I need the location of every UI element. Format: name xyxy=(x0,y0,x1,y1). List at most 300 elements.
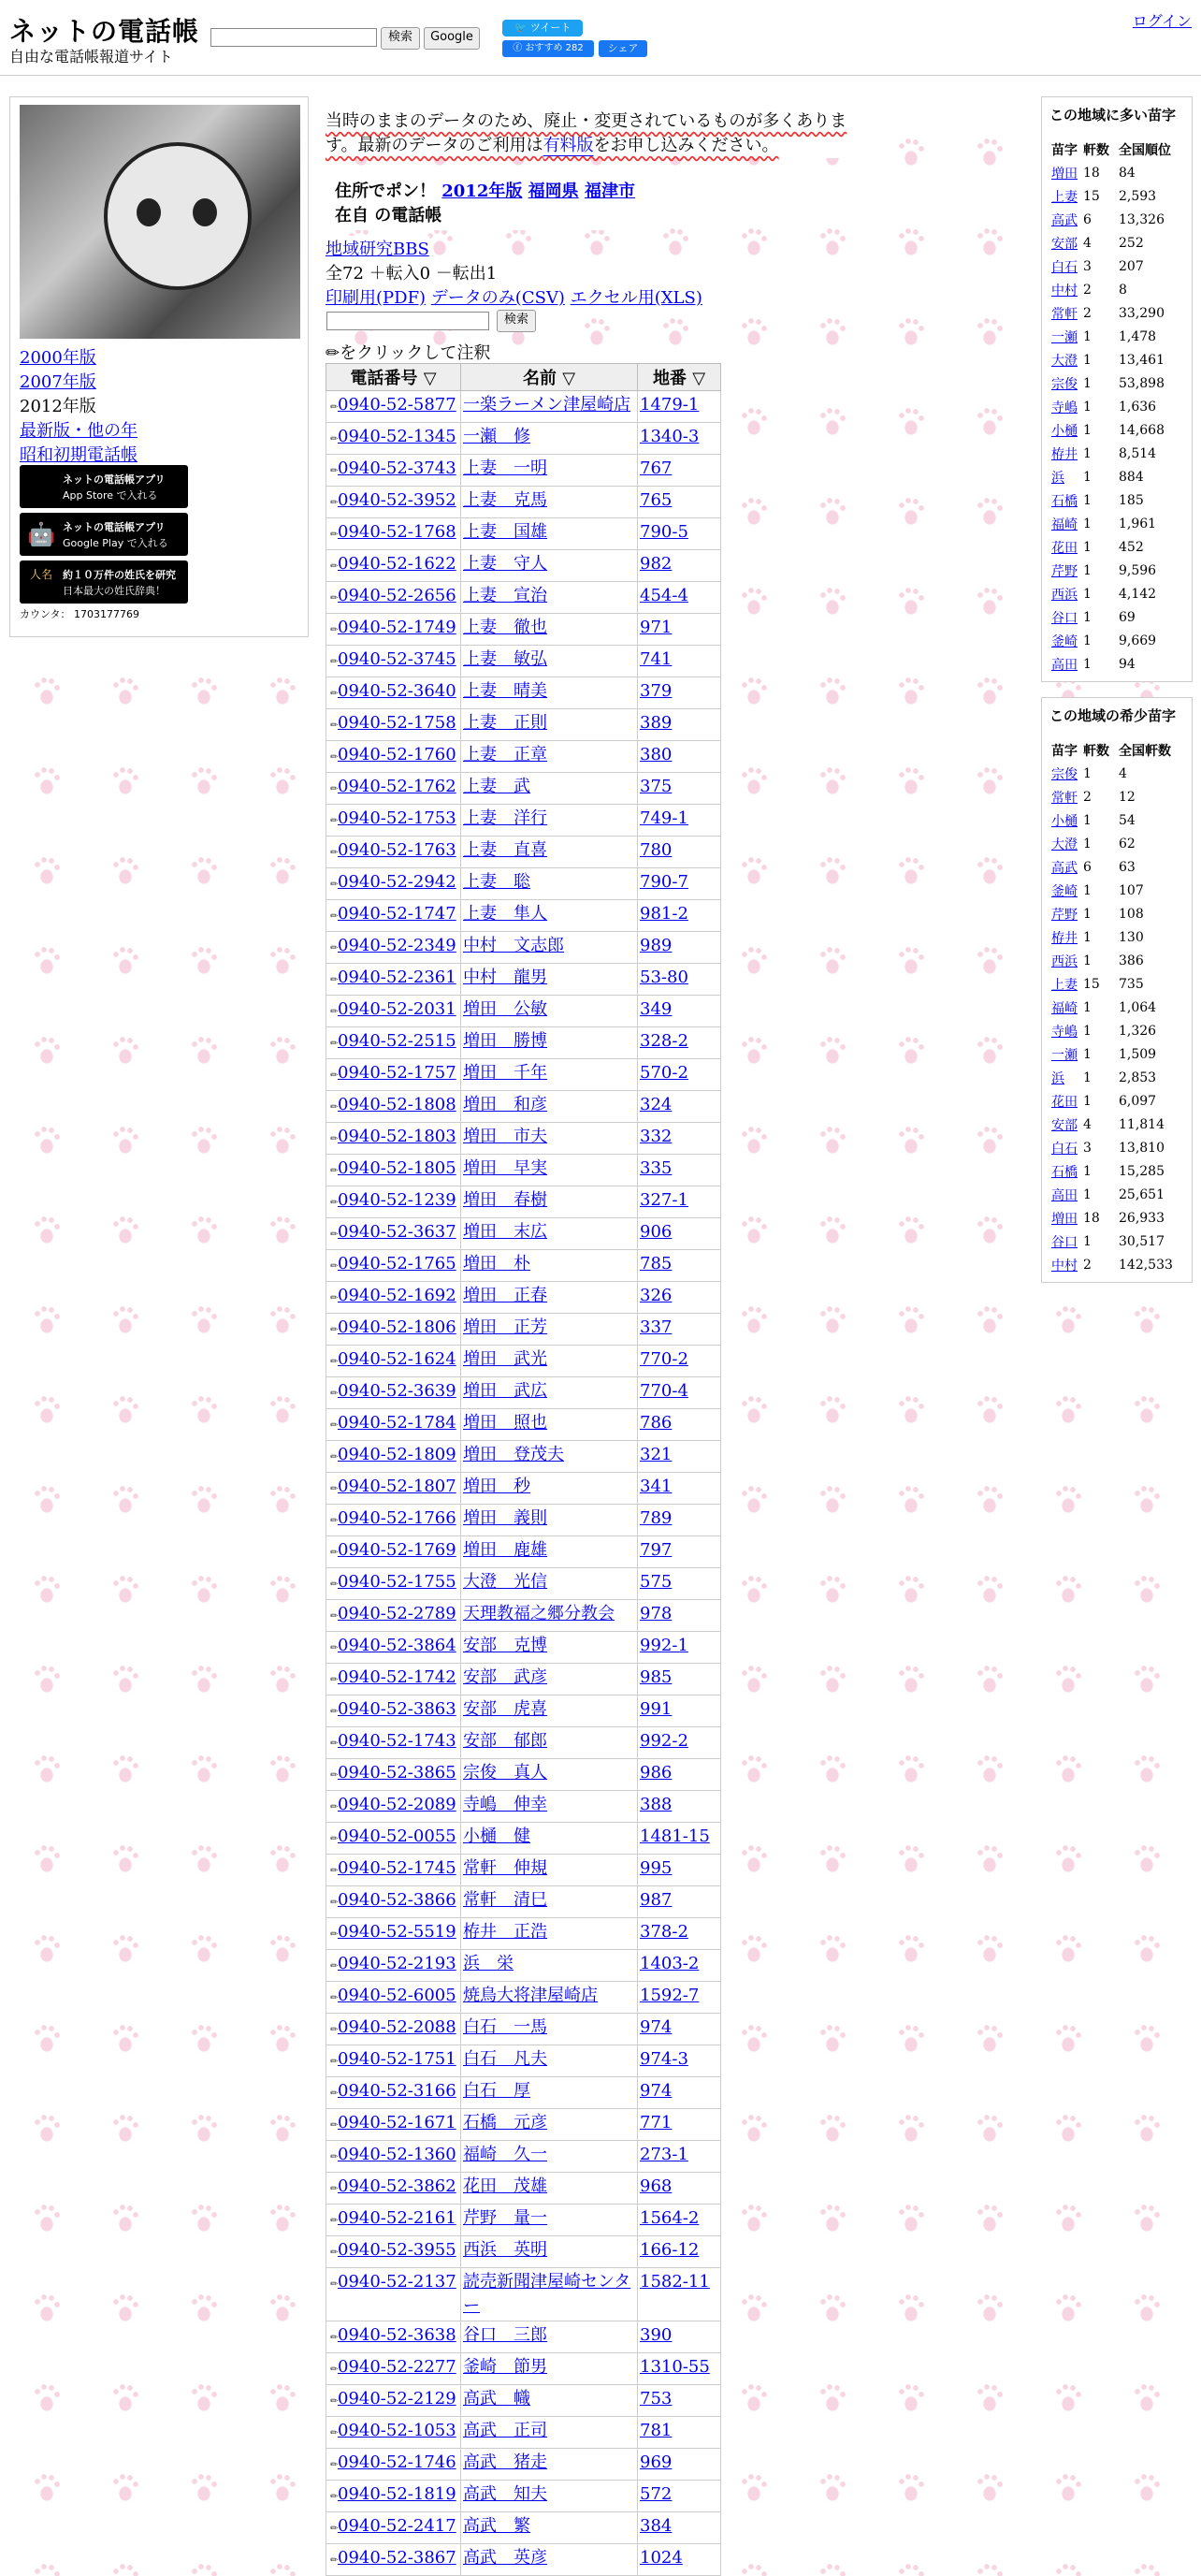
pencil-icon[interactable]: ✏ xyxy=(330,657,339,667)
phone-link[interactable]: 0940-52-2277 xyxy=(338,2357,456,2377)
rare-surname-surname-link[interactable]: 西浜 xyxy=(1051,953,1078,969)
name-link[interactable]: 高武 猪走 xyxy=(463,2452,547,2472)
name-link[interactable]: 常軒 清巳 xyxy=(463,1890,547,1910)
lot-link[interactable]: 906 xyxy=(640,1222,673,1242)
lot-link[interactable]: 332 xyxy=(640,1127,673,1146)
pencil-icon[interactable]: ✏ xyxy=(330,2152,339,2162)
name-link[interactable]: 浜 栄 xyxy=(463,1954,514,1973)
phone-link[interactable]: 0940-52-1239 xyxy=(338,1190,456,1210)
common-surname-surname-link[interactable]: 小樋 xyxy=(1051,423,1078,439)
rare-surname-surname-link[interactable]: 安部 xyxy=(1051,1117,1078,1133)
phone-link[interactable]: 0940-52-1622 xyxy=(338,554,456,574)
pencil-icon[interactable]: ✏ xyxy=(330,2057,339,2067)
pencil-icon[interactable]: ✏ xyxy=(330,1325,339,1335)
phone-link[interactable]: 0940-52-0055 xyxy=(338,1826,456,1846)
pencil-icon[interactable]: ✏ xyxy=(330,943,339,953)
name-link[interactable]: 安部 克博 xyxy=(463,1636,547,1655)
name-link[interactable]: 安部 武彦 xyxy=(463,1667,547,1687)
common-surname-surname-link[interactable]: 一瀬 xyxy=(1051,329,1078,345)
fb-share-button[interactable]: シェア xyxy=(599,40,647,57)
name-link[interactable]: 増田 武光 xyxy=(463,1349,547,1369)
pencil-icon[interactable]: ✏ xyxy=(330,1961,339,1972)
name-link[interactable]: 上妻 洋行 xyxy=(463,808,547,828)
lot-link[interactable]: 974 xyxy=(640,2017,673,2037)
lot-link[interactable]: 797 xyxy=(640,1540,673,1560)
name-link[interactable]: 上妻 宣治 xyxy=(463,586,547,605)
pencil-icon[interactable]: ✏ xyxy=(330,1675,339,1685)
phone-link[interactable]: 0940-52-1803 xyxy=(338,1127,456,1146)
name-link[interactable]: 増田 勝博 xyxy=(463,1031,547,1051)
surname-dictionary-badge[interactable] xyxy=(20,560,188,604)
tweet-button[interactable] xyxy=(502,20,583,36)
phone-link[interactable]: 0940-52-3637 xyxy=(338,1222,456,1242)
phone-link[interactable]: 0940-52-3743 xyxy=(338,458,456,478)
pencil-icon[interactable]: ✏ xyxy=(330,1993,339,2003)
name-link[interactable]: 白石 凡夫 xyxy=(463,2049,547,2069)
name-link[interactable]: 増田 千年 xyxy=(463,1063,547,1083)
lot-link[interactable]: 780 xyxy=(640,840,673,860)
phone-link[interactable]: 0940-52-1784 xyxy=(338,1413,456,1433)
lot-link[interactable]: 749-1 xyxy=(640,808,688,828)
phone-link[interactable]: 0940-52-1360 xyxy=(338,2145,456,2164)
rare-surname-surname-link[interactable]: 寺嶋 xyxy=(1051,1024,1078,1040)
rare-surname-surname-link[interactable]: 小樋 xyxy=(1051,813,1078,829)
lot-link[interactable]: 971 xyxy=(640,618,673,637)
pencil-icon[interactable]: ✏ xyxy=(330,1357,339,1367)
pencil-icon[interactable]: ✏ xyxy=(330,880,339,890)
phone-link[interactable]: 0940-52-1053 xyxy=(338,2421,456,2440)
addr-city-link[interactable]: 福津市 xyxy=(584,182,635,201)
lot-link[interactable]: 375 xyxy=(640,777,673,796)
google-search-button[interactable]: Google xyxy=(424,27,480,50)
name-link[interactable]: 上妻 晴美 xyxy=(463,681,547,701)
lot-link[interactable]: 1403-2 xyxy=(640,1954,700,1973)
phone-link[interactable]: 0940-52-1769 xyxy=(338,1540,456,1560)
pencil-icon[interactable]: ✏ xyxy=(330,498,339,508)
pencil-icon[interactable]: ✏ xyxy=(330,689,339,699)
lot-link[interactable]: 53-80 xyxy=(640,968,688,987)
pencil-icon[interactable]: ✏ xyxy=(330,1166,339,1176)
lot-link[interactable]: 781 xyxy=(640,2421,673,2440)
phone-link[interactable]: 0940-52-2089 xyxy=(338,1795,456,1814)
phone-link[interactable]: 0940-52-3745 xyxy=(338,649,456,669)
phone-link[interactable]: 0940-52-2088 xyxy=(338,2017,456,2037)
pencil-icon[interactable]: ✏ xyxy=(330,1579,339,1590)
phone-link[interactable]: 0940-52-3638 xyxy=(338,2325,456,2345)
lot-link[interactable]: 389 xyxy=(640,713,673,733)
lot-link[interactable]: 335 xyxy=(640,1158,673,1178)
fb-recommend-button[interactable] xyxy=(502,40,594,57)
common-surname-surname-link[interactable]: 高武 xyxy=(1051,212,1078,228)
phone-link[interactable]: 0940-52-1807 xyxy=(338,1477,456,1496)
lot-link[interactable]: 992-2 xyxy=(640,1731,688,1751)
phone-link[interactable]: 0940-52-2515 xyxy=(338,1031,456,1051)
common-surname-surname-link[interactable]: 上妻 xyxy=(1051,189,1078,205)
lot-link[interactable]: 570-2 xyxy=(640,1063,688,1083)
lot-link[interactable]: 770-2 xyxy=(640,1349,688,1369)
pencil-icon[interactable]: ✏ xyxy=(330,975,339,985)
pencil-icon[interactable]: ✏ xyxy=(330,784,339,794)
rare-surname-surname-link[interactable]: 栫井 xyxy=(1051,930,1078,946)
name-link[interactable]: 上妻 正章 xyxy=(463,745,547,764)
phone-link[interactable]: 0940-52-2137 xyxy=(338,2272,456,2292)
lot-link[interactable]: 328-2 xyxy=(640,1031,688,1051)
name-link[interactable]: 増田 公敏 xyxy=(463,999,547,1019)
phone-link[interactable]: 0940-52-3862 xyxy=(338,2176,456,2196)
pencil-icon[interactable]: ✏ xyxy=(330,1261,339,1272)
name-link[interactable]: 上妻 敏弘 xyxy=(463,649,547,669)
download-pdf-link[interactable]: 印刷用(PDF) xyxy=(326,288,427,308)
phone-link[interactable]: 0940-52-2161 xyxy=(338,2208,456,2228)
pencil-icon[interactable]: ✏ xyxy=(330,1198,339,1208)
pencil-icon[interactable]: ✏ xyxy=(330,1611,339,1622)
site-title[interactable]: ネットの電話帳 xyxy=(9,16,200,47)
phone-link[interactable]: 0940-52-2129 xyxy=(338,2389,456,2409)
name-link[interactable]: 増田 正芳 xyxy=(463,1317,547,1337)
name-link[interactable]: 一楽ラーメン津屋崎店 xyxy=(463,395,631,415)
lot-link[interactable]: 969 xyxy=(640,2452,673,2472)
lot-link[interactable]: 767 xyxy=(640,458,673,478)
lot-link[interactable]: 349 xyxy=(640,999,673,1019)
pencil-icon[interactable]: ✏ xyxy=(330,2428,339,2438)
phone-link[interactable]: 0940-52-1624 xyxy=(338,1349,456,1369)
lot-link[interactable]: 995 xyxy=(640,1858,673,1878)
pencil-icon[interactable]: ✏ xyxy=(330,561,339,572)
lot-link[interactable]: 1592-7 xyxy=(640,1986,700,2005)
name-link[interactable]: 上妻 隼人 xyxy=(463,904,547,924)
lot-link[interactable]: 1481-15 xyxy=(640,1826,710,1846)
year-link-2007[interactable]: 2007年版 xyxy=(20,372,96,392)
header-search-input[interactable] xyxy=(210,28,377,47)
pencil-icon[interactable]: ✏ xyxy=(330,816,339,826)
lot-link[interactable]: 321 xyxy=(640,1445,673,1464)
rare-surname-surname-link[interactable]: 増田 xyxy=(1051,1211,1078,1227)
phone-link[interactable]: 0940-52-2349 xyxy=(338,936,456,955)
pencil-icon[interactable]: ✏ xyxy=(330,1039,339,1049)
name-link[interactable]: 安部 郁郎 xyxy=(463,1731,547,1751)
name-link[interactable]: 増田 早実 xyxy=(463,1158,547,1178)
phone-link[interactable]: 0940-52-6005 xyxy=(338,1986,456,2005)
name-link[interactable]: 増田 朴 xyxy=(463,1254,530,1273)
lot-link[interactable]: 575 xyxy=(640,1572,673,1592)
pencil-icon[interactable]: ✏ xyxy=(330,1293,339,1303)
pencil-icon[interactable]: ✏ xyxy=(330,2365,339,2375)
paid-version-link[interactable]: 有料版 xyxy=(543,136,594,155)
common-surname-surname-link[interactable]: 高田 xyxy=(1051,657,1078,673)
name-link[interactable]: 上妻 克馬 xyxy=(463,490,547,510)
name-link[interactable]: 高武 英彦 xyxy=(463,2548,547,2568)
lot-link[interactable]: 326 xyxy=(640,1286,673,1305)
pencil-icon[interactable]: ✏ xyxy=(330,1070,339,1081)
year-link-latest[interactable]: 最新版・他の年 xyxy=(20,421,137,441)
pencil-icon[interactable]: ✏ xyxy=(330,1739,339,1749)
pencil-icon[interactable]: ✏ xyxy=(330,593,339,604)
pencil-icon[interactable]: ✏ xyxy=(330,1866,339,1876)
name-link[interactable]: 上妻 守人 xyxy=(463,554,547,574)
name-link[interactable]: 白石 厚 xyxy=(463,2081,530,2101)
phone-link[interactable]: 0940-52-1757 xyxy=(338,1063,456,1083)
name-link[interactable]: 釜崎 節男 xyxy=(463,2357,547,2377)
name-link[interactable]: 増田 登茂夫 xyxy=(463,1445,564,1464)
name-link[interactable]: 一瀬 修 xyxy=(463,427,530,446)
lot-link[interactable]: 982 xyxy=(640,554,673,574)
pencil-icon[interactable]: ✏ xyxy=(330,2524,339,2534)
rare-surname-surname-link[interactable]: 高武 xyxy=(1051,860,1078,876)
lot-link[interactable]: 968 xyxy=(640,2176,673,2196)
name-link[interactable]: 焼鳥大将津屋崎店 xyxy=(463,1986,598,2005)
name-link[interactable]: 小樋 健 xyxy=(463,1826,530,1846)
name-link[interactable]: 谷口 三郎 xyxy=(463,2325,547,2345)
pencil-icon[interactable]: ✏ xyxy=(330,2492,339,2502)
phone-link[interactable]: 0940-52-1765 xyxy=(338,1254,456,1273)
phone-link[interactable]: 0940-52-3166 xyxy=(338,2081,456,2101)
name-link[interactable]: 中村 龍男 xyxy=(463,968,547,987)
lot-link[interactable]: 1024 xyxy=(640,2548,683,2568)
phone-link[interactable]: 0940-52-5519 xyxy=(338,1922,456,1942)
pencil-icon[interactable]: ✏ xyxy=(330,1834,339,1844)
name-link[interactable]: 増田 秒 xyxy=(463,1477,530,1496)
common-surname-surname-link[interactable]: 浜 xyxy=(1051,470,1064,486)
lot-link[interactable]: 1310-55 xyxy=(640,2357,710,2377)
name-link[interactable]: 常軒 伸規 xyxy=(463,1858,547,1878)
lot-link[interactable]: 992-1 xyxy=(640,1636,688,1655)
name-link[interactable]: 中村 文志郎 xyxy=(463,936,564,955)
lot-link[interactable]: 1582-11 xyxy=(640,2272,710,2292)
lot-link[interactable]: 1479-1 xyxy=(640,395,700,415)
phone-link[interactable]: 0940-52-1808 xyxy=(338,1095,456,1114)
pencil-icon[interactable]: ✏ xyxy=(330,1102,339,1113)
rare-surname-surname-link[interactable]: 中村 xyxy=(1051,1258,1078,1273)
lot-link[interactable]: 166-12 xyxy=(640,2240,700,2260)
phone-link[interactable]: 0940-52-1768 xyxy=(338,522,456,542)
phone-link[interactable]: 0940-52-1743 xyxy=(338,1731,456,1751)
rare-surname-surname-link[interactable]: 釜崎 xyxy=(1051,883,1078,899)
lot-link[interactable]: 388 xyxy=(640,1795,673,1814)
lot-link[interactable]: 987 xyxy=(640,1890,673,1910)
pencil-icon[interactable]: ✏ xyxy=(330,2088,339,2099)
name-link[interactable]: 上妻 武 xyxy=(463,777,530,796)
pencil-icon[interactable]: ✏ xyxy=(330,2184,339,2194)
pencil-icon[interactable]: ✏ xyxy=(330,1007,339,1017)
lot-link[interactable]: 454-4 xyxy=(640,586,688,605)
addr-year-link[interactable]: 2012年版 xyxy=(441,182,523,201)
name-link[interactable]: 宗俊 真人 xyxy=(463,1763,547,1783)
lot-link[interactable]: 991 xyxy=(640,1699,673,1719)
common-surname-surname-link[interactable]: 中村 xyxy=(1051,283,1078,298)
rare-surname-surname-link[interactable]: 一瀬 xyxy=(1051,1047,1078,1063)
phone-link[interactable]: 0940-52-2789 xyxy=(338,1604,456,1623)
pencil-icon[interactable]: ✏ xyxy=(330,1548,339,1558)
common-surname-surname-link[interactable]: 増田 xyxy=(1051,166,1078,182)
pencil-icon[interactable]: ✏ xyxy=(330,1389,339,1399)
name-link[interactable]: 増田 和彦 xyxy=(463,1095,547,1114)
pencil-icon[interactable]: ✏ xyxy=(330,2460,339,2470)
name-link[interactable]: 高武 繁 xyxy=(463,2516,530,2536)
phone-link[interactable]: 0940-52-1747 xyxy=(338,904,456,924)
phone-link[interactable]: 0940-52-3865 xyxy=(338,1763,456,1783)
phone-link[interactable]: 0940-52-1753 xyxy=(338,808,456,828)
pencil-icon[interactable]: ✏ xyxy=(330,1452,339,1463)
rare-surname-surname-link[interactable]: 上妻 xyxy=(1051,977,1078,993)
lot-link[interactable]: 974-3 xyxy=(640,2049,688,2069)
common-surname-surname-link[interactable]: 福崎 xyxy=(1051,517,1078,532)
pencil-icon[interactable]: ✏ xyxy=(330,2555,339,2566)
name-link[interactable]: 増田 鹿雄 xyxy=(463,1540,547,1560)
rare-surname-surname-link[interactable]: 芹野 xyxy=(1051,907,1078,923)
lot-link[interactable]: 989 xyxy=(640,936,673,955)
name-link[interactable]: 高武 知夫 xyxy=(463,2484,547,2504)
rare-surname-surname-link[interactable]: 白石 xyxy=(1051,1141,1078,1157)
pencil-icon[interactable]: ✏ xyxy=(330,1420,339,1431)
name-link[interactable]: 上妻 国雄 xyxy=(463,522,547,542)
year-link-2000[interactable]: 2000年版 xyxy=(20,348,96,368)
lot-link[interactable]: 1564-2 xyxy=(640,2208,700,2228)
name-link[interactable]: 上妻 聡 xyxy=(463,872,530,892)
pencil-icon[interactable]: ✏ xyxy=(330,2333,339,2343)
name-link[interactable]: 西浜 英明 xyxy=(463,2240,547,2260)
app-store-badge[interactable] xyxy=(20,465,188,508)
pencil-icon[interactable]: ✏ xyxy=(330,466,339,476)
col-header-phone[interactable] xyxy=(326,364,461,391)
lot-link[interactable]: 771 xyxy=(640,2113,673,2132)
phone-link[interactable]: 0940-52-1806 xyxy=(338,1317,456,1337)
login-link[interactable]: ログイン xyxy=(1132,12,1192,30)
pencil-icon[interactable]: ✏ xyxy=(330,1929,339,1940)
name-link[interactable]: 花田 茂雄 xyxy=(463,2176,547,2196)
google-play-badge[interactable] xyxy=(20,513,188,556)
lot-link[interactable]: 327-1 xyxy=(640,1190,688,1210)
pencil-icon[interactable]: ✏ xyxy=(330,1484,339,1494)
rare-surname-surname-link[interactable]: 浜 xyxy=(1051,1070,1064,1086)
name-link[interactable]: 上妻 直喜 xyxy=(463,840,547,860)
common-surname-surname-link[interactable]: 芹野 xyxy=(1051,563,1078,579)
pencil-icon[interactable]: ✏ xyxy=(330,2025,339,2035)
lot-link[interactable]: 337 xyxy=(640,1317,673,1337)
pencil-icon[interactable]: ✏ xyxy=(330,1516,339,1526)
pencil-icon[interactable]: ✏ xyxy=(330,720,339,731)
phone-link[interactable]: 0940-52-3952 xyxy=(338,490,456,510)
name-link[interactable]: 上妻 徹也 xyxy=(463,618,547,637)
phone-link[interactable]: 0940-52-3955 xyxy=(338,2240,456,2260)
phone-link[interactable]: 0940-52-3864 xyxy=(338,1636,456,1655)
lot-link[interactable]: 986 xyxy=(640,1763,673,1783)
pencil-icon[interactable]: ✏ xyxy=(330,1898,339,1908)
name-link[interactable]: 大澄 光信 xyxy=(463,1572,547,1592)
pencil-icon[interactable]: ✏ xyxy=(330,1707,339,1717)
lot-link[interactable]: 273-1 xyxy=(640,2145,688,2164)
lot-link[interactable]: 324 xyxy=(640,1095,673,1114)
lot-link[interactable]: 985 xyxy=(640,1667,673,1687)
name-link[interactable]: 上妻 正則 xyxy=(463,713,547,733)
phone-link[interactable]: 0940-52-2193 xyxy=(338,1954,456,1973)
phone-link[interactable]: 0940-52-3640 xyxy=(338,681,456,701)
name-link[interactable]: 高武 正司 xyxy=(463,2421,547,2440)
pencil-icon[interactable]: ✏ xyxy=(330,911,339,922)
header-search-button[interactable]: 検索 xyxy=(381,27,420,50)
common-surname-surname-link[interactable]: 宗俊 xyxy=(1051,376,1078,392)
phone-link[interactable]: 0940-52-3867 xyxy=(338,2548,456,2568)
lot-link[interactable]: 981-2 xyxy=(640,904,688,924)
phone-link[interactable]: 0940-52-2942 xyxy=(338,872,456,892)
phone-link[interactable]: 0940-52-2656 xyxy=(338,586,456,605)
common-surname-surname-link[interactable]: 石橋 xyxy=(1051,493,1078,509)
common-surname-surname-link[interactable]: 大澄 xyxy=(1051,353,1078,369)
lot-link[interactable]: 572 xyxy=(640,2484,673,2504)
pencil-icon[interactable]: ✏ xyxy=(330,1802,339,1812)
pencil-icon[interactable]: ✏ xyxy=(330,752,339,763)
lot-link[interactable]: 974 xyxy=(640,2081,673,2101)
rare-surname-surname-link[interactable]: 常軒 xyxy=(1051,790,1078,806)
lot-link[interactable]: 378-2 xyxy=(640,1922,688,1942)
name-link[interactable]: 読売新聞津屋崎センター xyxy=(463,2272,631,2316)
name-link[interactable]: 増田 末広 xyxy=(463,1222,547,1242)
lot-link[interactable]: 785 xyxy=(640,1254,673,1273)
phone-link[interactable]: 0940-52-3866 xyxy=(338,1890,456,1910)
phone-link[interactable]: 0940-52-1746 xyxy=(338,2452,456,2472)
phone-link[interactable]: 0940-52-2031 xyxy=(338,999,456,1019)
phone-link[interactable]: 0940-52-1755 xyxy=(338,1572,456,1592)
name-link[interactable]: 増田 春樹 xyxy=(463,1190,547,1210)
main-search-input[interactable] xyxy=(326,312,489,330)
phone-link[interactable]: 0940-52-1671 xyxy=(338,2113,456,2132)
phone-link[interactable]: 0940-52-1760 xyxy=(338,745,456,764)
lot-link[interactable]: 380 xyxy=(640,745,673,764)
pencil-icon[interactable]: ✏ xyxy=(330,848,339,858)
pencil-icon[interactable]: ✏ xyxy=(330,2248,339,2258)
name-link[interactable]: 上妻 一明 xyxy=(463,458,547,478)
common-surname-surname-link[interactable]: 白石 xyxy=(1051,259,1078,275)
name-link[interactable]: 増田 照也 xyxy=(463,1413,547,1433)
phone-link[interactable]: 0940-52-1692 xyxy=(338,1286,456,1305)
phone-link[interactable]: 0940-52-1345 xyxy=(338,427,456,446)
pencil-icon[interactable]: ✏ xyxy=(330,2396,339,2407)
main-search-button[interactable]: 検索 xyxy=(497,310,536,332)
name-link[interactable]: 安部 虎喜 xyxy=(463,1699,547,1719)
lot-link[interactable]: 379 xyxy=(640,681,673,701)
phone-link[interactable]: 0940-52-3639 xyxy=(338,1381,456,1401)
name-link[interactable]: 高武 幟 xyxy=(463,2389,530,2409)
common-surname-surname-link[interactable]: 西浜 xyxy=(1051,587,1078,603)
addr-pref-link[interactable]: 福岡県 xyxy=(528,182,579,201)
phone-link[interactable]: 0940-52-1749 xyxy=(338,618,456,637)
phone-link[interactable]: 0940-52-1809 xyxy=(338,1445,456,1464)
pencil-icon[interactable]: ✏ xyxy=(330,402,339,413)
col-header-lot[interactable] xyxy=(638,364,721,391)
col-header-name[interactable] xyxy=(461,364,638,391)
name-link[interactable]: 寺嶋 伸幸 xyxy=(463,1795,547,1814)
download-xls-link[interactable]: エクセル用(XLS) xyxy=(570,288,702,308)
common-surname-surname-link[interactable]: 安部 xyxy=(1051,236,1078,252)
lot-link[interactable]: 1340-3 xyxy=(640,427,700,446)
common-surname-surname-link[interactable]: 寺嶋 xyxy=(1051,400,1078,415)
phone-link[interactable]: 0940-52-1745 xyxy=(338,1858,456,1878)
lot-link[interactable]: 341 xyxy=(640,1477,673,1496)
common-surname-surname-link[interactable]: 栫井 xyxy=(1051,446,1078,462)
phone-link[interactable]: 0940-52-1762 xyxy=(338,777,456,796)
name-link[interactable]: 福崎 久一 xyxy=(463,2145,547,2164)
pencil-icon[interactable]: ✏ xyxy=(330,2216,339,2226)
pencil-icon[interactable]: ✏ xyxy=(330,530,339,540)
rare-surname-surname-link[interactable]: 高田 xyxy=(1051,1187,1078,1203)
lot-link[interactable]: 790-7 xyxy=(640,872,688,892)
pencil-icon[interactable]: ✏ xyxy=(330,1230,339,1240)
pencil-icon[interactable]: ✏ xyxy=(330,1134,339,1144)
name-link[interactable]: 天理教福之郷分教会 xyxy=(463,1604,615,1623)
lot-link[interactable]: 390 xyxy=(640,2325,673,2345)
lot-link[interactable]: 753 xyxy=(640,2389,673,2409)
common-surname-surname-link[interactable]: 谷口 xyxy=(1051,610,1078,626)
name-link[interactable]: 芹野 量一 xyxy=(463,2208,547,2228)
